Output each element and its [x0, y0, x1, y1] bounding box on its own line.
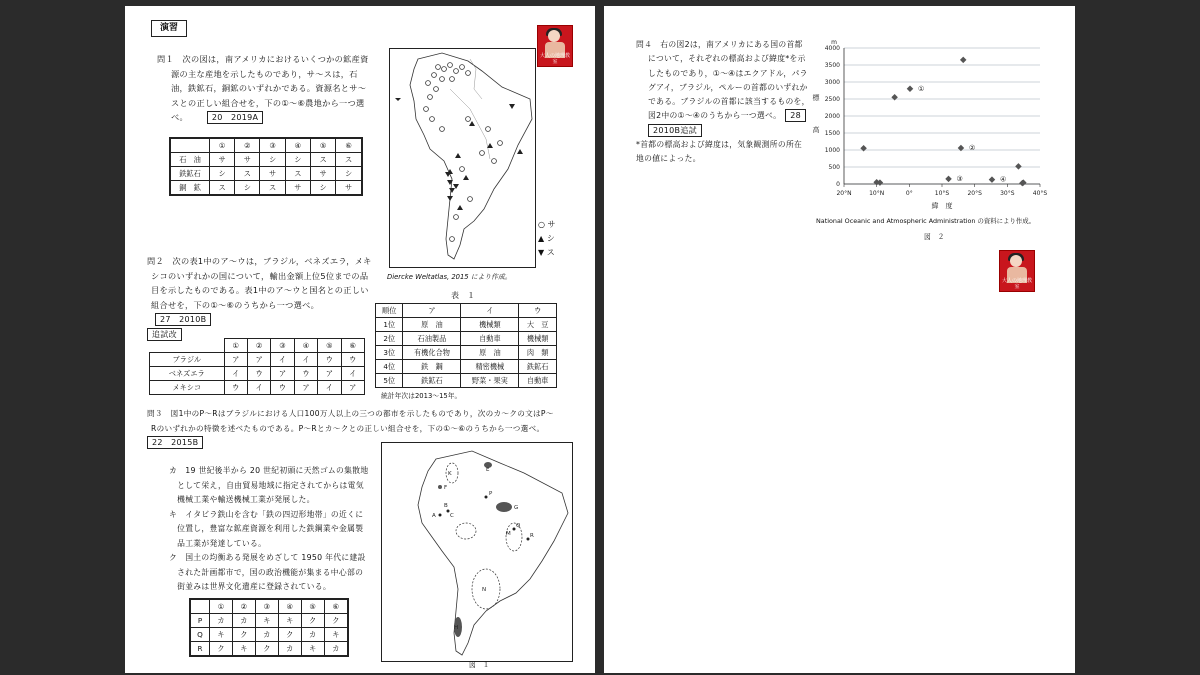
table1-cell: 原 油	[461, 346, 519, 360]
q4-line: したものであり，①～④はエクアドル，パラ	[648, 68, 808, 78]
q2-tag-secondary: 追試改	[147, 328, 182, 341]
q2-text	[147, 254, 379, 341]
q3-choice: ②	[232, 599, 255, 614]
figure1-labels	[432, 467, 534, 631]
data-point-label: ①	[917, 84, 925, 93]
q3-cell: キ	[232, 642, 255, 657]
q1-map-source: Diercke Weltatlas, 2015 により作成。	[387, 273, 512, 281]
x-tick-label: 40°S	[1032, 190, 1048, 197]
table1-cell: 有機化合物	[403, 346, 461, 360]
map-label: N	[482, 587, 487, 593]
map-label: F	[444, 485, 448, 491]
q4-note: *首都の標高および緯度は，気象観測所の所在	[636, 140, 803, 150]
q3-statements	[169, 464, 389, 595]
y-tick-label: 2500	[824, 96, 840, 103]
q3-choice: ⑤	[301, 599, 324, 614]
page-left	[125, 6, 595, 673]
q3-cell: カ	[301, 628, 324, 642]
table1-cell: 石油製品	[403, 332, 461, 346]
table1-cell: 機械類	[519, 332, 557, 346]
q2-cell: ウ	[341, 353, 364, 367]
q3-answer-table	[189, 598, 349, 657]
q2-line: 組合せを，下の①～⑥のうちから一つ選べ。	[151, 299, 320, 310]
q3-choice: ①	[210, 599, 233, 614]
q3-cell: ク	[278, 628, 301, 642]
q1-row-label: 石 油	[170, 153, 210, 167]
q2-row-label: ブラジル	[150, 353, 225, 367]
q3-cell: ク	[232, 628, 255, 642]
q1-choice: ①	[210, 138, 235, 153]
q2-cell: イ	[341, 367, 364, 381]
sa-symbols	[424, 63, 503, 242]
table1-cell: 鉄鉱石	[519, 360, 557, 374]
data-point	[907, 86, 914, 93]
q1-cell: サ	[235, 153, 260, 167]
q1-choice: ⑤	[310, 138, 335, 153]
q4-line: である。ブラジルの首都に該当するものを，	[648, 97, 810, 107]
stamp-label: 大人の地理教室	[1001, 278, 1032, 290]
q2-line: 問２ 次の表1中のア～ウは，ブラジル，ベネズエラ，メキ	[147, 256, 372, 266]
q2-cell: ア	[318, 367, 341, 381]
q2-cell: ア	[271, 367, 294, 381]
table1-cell: 精密機械	[461, 360, 519, 374]
q1-cell: シ	[285, 153, 310, 167]
chart-source: National Oceanic and Atmospheric Administration の資料により作成。	[816, 217, 1036, 225]
q3-tag: 22 2015B	[147, 436, 203, 449]
q4-text	[636, 38, 816, 167]
stamp-label: 大人の地理教室	[539, 53, 570, 65]
q3-cell: カ	[210, 614, 233, 628]
q3-row-label: Q	[190, 628, 210, 642]
map-label: K	[448, 471, 452, 477]
statement-line: 品工業が発達している。	[169, 538, 267, 548]
q2-choice: ②	[247, 339, 270, 353]
x-tick-label: 20°S	[967, 190, 982, 197]
table1-cell: 1位	[376, 318, 403, 332]
figure2-altitude-latitude-scatter	[804, 34, 1064, 216]
x-tick-label: 30°S	[1000, 190, 1015, 197]
q1-row-label: 銅 鉱	[170, 181, 210, 196]
x-tick-label: 10°S	[934, 190, 950, 197]
q3-row-label: P	[190, 614, 210, 628]
q1-cell: シ	[260, 153, 285, 167]
table1-cell: 原 油	[403, 318, 461, 332]
q3-cell: ク	[301, 614, 324, 628]
y-tick-label: 0	[836, 181, 840, 188]
page-right	[604, 6, 1075, 673]
x-tick-label: 20°N	[836, 190, 852, 197]
map-label: R	[530, 533, 534, 539]
figure1-brazil-map	[381, 442, 573, 662]
q4-tag-secondary: 2010B追試	[648, 124, 702, 137]
export-table-1	[375, 303, 557, 388]
q1-cell: サ	[260, 167, 285, 181]
q3-choice: ⑥	[324, 599, 348, 614]
q3-choice: ③	[255, 599, 278, 614]
x-tick-label: 0°	[905, 190, 913, 197]
q1-cell: シ	[310, 181, 335, 196]
data-point	[1015, 163, 1022, 170]
table1-header: 順位	[376, 304, 403, 318]
legend-triangle-down-icon: ▼	[538, 248, 545, 257]
q1-cell: ス	[310, 153, 335, 167]
legend-circle-icon: ○	[538, 220, 545, 229]
q3-cell: カ	[324, 642, 348, 657]
statement-line: として栄え，自由貿易地域に指定されてからは電気	[169, 480, 364, 490]
legend-label: サ	[547, 220, 556, 229]
data-point-label: ③	[956, 174, 963, 183]
map-label: G	[514, 505, 519, 511]
statement-line: 街並みは世界文化遺産に登録されている。	[169, 582, 331, 591]
q2-line: 目を示したものである。表1中のア～ウと国名との正しい	[151, 285, 369, 295]
q1-tag: 20 2019A	[207, 111, 263, 124]
table1-cell: 自動車	[519, 374, 557, 388]
table1-cell: 野菜・果実	[461, 374, 519, 388]
q2-cell: イ	[271, 353, 294, 367]
table1-cell: 3位	[376, 346, 403, 360]
q2-choice: ⑥	[341, 339, 364, 353]
map-label: M	[506, 531, 511, 537]
q1-line: 油，鉄鉱石，銅鉱のいずれかである。資源名とサ～	[171, 83, 367, 93]
q2-answer-table	[149, 338, 365, 395]
q3-cell: キ	[301, 642, 324, 657]
map-label: E	[486, 467, 490, 473]
y-axis-label-char: 標	[812, 94, 820, 102]
q1-line: 源の主な産地を示したものであり，サ～スは，石	[171, 68, 358, 79]
q2-cell: ウ	[294, 367, 317, 381]
q3-cell: キ	[278, 614, 301, 628]
q2-row-label: メキシコ	[150, 381, 225, 395]
q1-cell: サ	[336, 181, 362, 196]
q2-cell: イ	[318, 381, 341, 395]
q2-cell: ア	[294, 381, 317, 395]
statement-line: ク 国土の均衡ある発展をめざして 1950 年代に建設	[169, 553, 366, 562]
q4-note: 地の値によった。	[636, 154, 701, 164]
q1-cell: サ	[310, 167, 335, 181]
q2-cell: ウ	[247, 367, 270, 381]
q1-cell: シ	[336, 167, 362, 181]
table1-header: ア	[403, 304, 461, 318]
teacher-stamp-logo	[537, 25, 573, 67]
data-point	[960, 57, 967, 64]
data-point-label: ②	[968, 143, 976, 152]
statement-line: された計画都市で，国の政治機能が集まる中心部の	[169, 567, 364, 577]
q1-cell: サ	[285, 181, 310, 196]
map-label: C	[450, 513, 454, 519]
q3-cell: ク	[210, 642, 233, 657]
data-point	[891, 94, 898, 101]
data-point	[860, 145, 867, 152]
q2-line: シコのいずれかの国について，輸出金額上位5位までの品	[151, 270, 369, 281]
q1-cell: シ	[235, 181, 260, 196]
table1-cell: 2位	[376, 332, 403, 346]
q1-map-legend	[538, 218, 556, 260]
data-point	[989, 176, 996, 183]
y-axis-label-char: 高	[812, 126, 820, 134]
q3-cell: キ	[210, 628, 233, 642]
legend-triangle-up-icon: ▲	[538, 234, 545, 243]
x-axis-label: 緯 度	[931, 202, 953, 210]
table1-title: 表 １	[451, 291, 475, 300]
table1-cell: 4位	[376, 360, 403, 374]
table1-cell: 自動車	[461, 332, 519, 346]
q1-cell: ス	[260, 181, 285, 196]
q2-cell: ウ	[318, 353, 341, 367]
q3-line: 問３ 図1中のP～Rはブラジルにおける人口100万人以上の三つの都市を示したものであり，次のカ～クの文はP～	[147, 409, 554, 418]
map-label: Q	[516, 523, 521, 529]
x-tick-label: 10°N	[869, 190, 885, 197]
legend-label: シ	[546, 234, 555, 243]
statement-line: 位置し，豊富な鉱産資源を利用した鉄鋼業や金属製	[169, 524, 364, 533]
q2-choice: ①	[224, 339, 247, 353]
data-point-label: ④	[999, 175, 1007, 184]
teacher-stamp-logo	[999, 250, 1035, 292]
table1-cell: 鉄鉱石	[403, 374, 461, 388]
q2-cell: ウ	[224, 381, 247, 395]
q2-cell: ア	[247, 353, 270, 367]
q3-line: Rのいずれかの特徴を述べたものである。P～Rとカ～クとの正しい組合せを，下の①～⑥のうちから一つ選べ。	[151, 423, 545, 433]
q4-line: について，それぞれの標高および緯度*を示	[648, 54, 806, 64]
q1-line: スとの正しい組合せを，下の①～⑥農地から一つ選	[171, 97, 365, 108]
statement-line: キ イタビラ鉄山を含む「鉄の四辺形地帯」の近くに	[169, 509, 364, 519]
q3-cell: キ	[324, 628, 348, 642]
figure2-caption: 図 ２	[924, 233, 945, 241]
q1-line: べ。	[171, 112, 188, 122]
y-tick-label: 3500	[824, 62, 840, 69]
y-tick-label: 3000	[824, 79, 840, 86]
q1-line: 問１ 次の図は，南アメリカにおけるいくつかの鉱産資	[157, 54, 369, 64]
q1-cell: シ	[210, 167, 235, 181]
legend-label: ス	[546, 248, 555, 257]
q1-choice: ⑥	[336, 138, 362, 153]
y-tick-label: 4000	[824, 45, 840, 52]
y-tick-label: 2000	[824, 113, 840, 120]
q2-cell: イ	[224, 367, 247, 381]
south-america-map-q1	[390, 49, 535, 267]
statement-line: カ 19 世紀後半から 20 世紀初頭に天然ゴムの集散地	[169, 466, 369, 475]
q1-answer-table	[169, 137, 363, 196]
map-label: B	[444, 503, 448, 509]
q3-cell: ク	[255, 642, 278, 657]
q2-cell: イ	[247, 381, 270, 395]
q2-cell: イ	[294, 353, 317, 367]
q2-cell: ア	[224, 353, 247, 367]
q4-line: 図2中の①～④のうちから一つ選べ。	[648, 111, 782, 121]
q1-choice: ③	[260, 138, 285, 153]
q2-choice: ③	[271, 339, 294, 353]
q4-line: グアイ，ブラジル，ペルーの首都のいずれか	[648, 82, 808, 92]
q2-choice: ④	[294, 339, 317, 353]
q2-tag: 27 2010B	[155, 313, 211, 326]
table1-header: イ	[461, 304, 519, 318]
q4-tag: 28	[785, 109, 806, 122]
q1-cell: ス	[235, 167, 260, 181]
q3-cell: カ	[278, 642, 301, 657]
map-label: P	[489, 491, 493, 497]
q1-resource-map	[389, 48, 536, 268]
q1-choice: ④	[285, 138, 310, 153]
y-axis-unit: m	[831, 39, 837, 46]
q3-row-label: R	[190, 642, 210, 657]
map-label: A	[432, 513, 436, 519]
q3-cell: ク	[324, 614, 348, 628]
section-title: 演習	[151, 20, 187, 37]
q3-choice: ④	[278, 599, 301, 614]
table1-cell: 肉 類	[519, 346, 557, 360]
statement-line: 機械工業や輸送機械工業が発展した。	[169, 495, 315, 504]
y-tick-label: 500	[828, 164, 840, 171]
q2-cell: ウ	[271, 381, 294, 395]
q1-text	[157, 52, 387, 125]
q1-cell: サ	[210, 153, 235, 167]
table1-cell: 5位	[376, 374, 403, 388]
table1-note: 統計年次は2013～15年。	[381, 392, 462, 400]
y-tick-label: 1000	[824, 147, 840, 154]
table1-cell: 鉄 鋼	[403, 360, 461, 374]
map-label: H	[454, 625, 459, 631]
q1-cell: ス	[336, 153, 362, 167]
table1-cell: 大 豆	[519, 318, 557, 332]
q1-cell: ス	[210, 181, 235, 196]
table1-header: ウ	[519, 304, 557, 318]
table1-cell: 機械類	[461, 318, 519, 332]
y-tick-label: 1500	[824, 130, 840, 137]
q3-cell: キ	[255, 614, 278, 628]
q2-cell: ア	[341, 381, 364, 395]
figure1-caption: 図 １	[469, 661, 490, 669]
data-point	[945, 176, 952, 183]
q1-choice: ②	[235, 138, 260, 153]
q4-line: 問４ 右の図2は，南アメリカにある国の首都	[636, 40, 803, 49]
south-america-map-q3	[382, 443, 572, 661]
q1-row-label: 鉄鉱石	[170, 167, 210, 181]
q2-row-label: ベネズエラ	[150, 367, 225, 381]
q2-choice: ⑤	[318, 339, 341, 353]
q1-cell: ス	[285, 167, 310, 181]
q3-cell: カ	[232, 614, 255, 628]
q3-cell: カ	[255, 628, 278, 642]
